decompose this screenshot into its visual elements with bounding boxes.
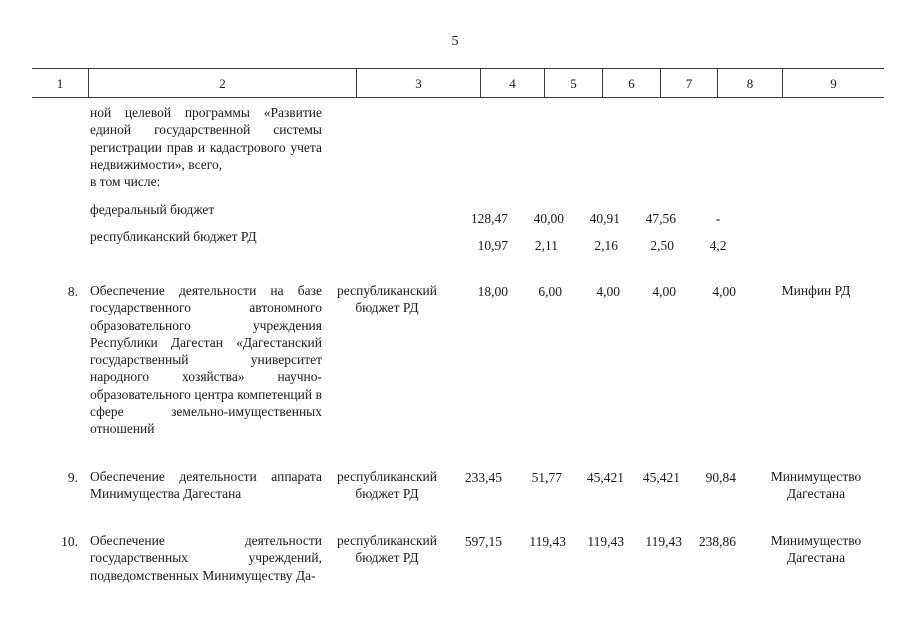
row-9-col4: 233,45 xyxy=(464,470,502,485)
row-10-col4: 597,15 xyxy=(464,534,502,549)
row-8-col7: 4,00 xyxy=(652,284,676,299)
header-col-2: 2 xyxy=(88,69,356,98)
row-10-executor-line2: Дагестана xyxy=(786,550,846,565)
row-8-source-line1: республиканский xyxy=(337,283,437,298)
program-in-that-number: в том числе: xyxy=(90,174,161,189)
row-8-col4: 18,00 xyxy=(477,284,508,299)
row-9-executor-line2: Дагестана xyxy=(786,486,846,501)
header-col-1: 1 xyxy=(56,76,64,91)
page-number: 5 xyxy=(451,34,459,49)
subrow-republic-col4: 10,97 xyxy=(477,238,508,253)
subrow-federal-col6: 40,91 xyxy=(589,211,620,226)
subrow-republic-label: республиканский бюджет РД xyxy=(90,229,257,244)
row-10-col6: 119,43 xyxy=(587,534,624,549)
row-8-executor-line1: Минфин РД xyxy=(781,283,851,298)
row-10-source-line1: республиканский xyxy=(337,533,437,548)
subrow-federal-label: федеральный бюджет xyxy=(90,202,215,217)
subrow-republic-col5: 2,11 xyxy=(534,238,558,253)
row-9-source-line1: республиканский xyxy=(337,469,437,484)
row-9-col7: 45,421 xyxy=(642,470,680,485)
header-col-8: 8 xyxy=(717,69,782,98)
row-10-executor-line1: Минимущество xyxy=(770,533,862,548)
header-col-3: 3 xyxy=(356,69,480,98)
row-8-description: Обеспечение деятельности на базе государственного автономного образовательного учреждения Республики Дагестан «Дагестанский государственный университет народного хозяйства» научно-образовательного центра компетенций в сфере земельно-имущественных отношений xyxy=(90,283,322,437)
program-continuation-text: ной целевой программы «Развитие единой государственной системы регистрации прав и кадастрового учета недвижимости», всего, xyxy=(90,105,322,172)
row-8-number: 8. xyxy=(67,284,78,299)
subrow-federal-col5: 40,00 xyxy=(533,211,564,226)
subrow-federal-col7: 47,56 xyxy=(645,211,676,226)
row-9-description: Обеспечение деятельности аппарата Минимущества Дагестана xyxy=(90,469,322,502)
row-10-number: 10. xyxy=(61,534,78,549)
subrow-republic-col8: 4,2 xyxy=(709,238,727,253)
row-9-number: 9. xyxy=(67,470,78,485)
subrow-federal-col8: - xyxy=(715,211,721,226)
subrow-republic-col7: 2,50 xyxy=(650,238,674,253)
row-10-source-line2: бюджет РД xyxy=(355,550,419,565)
table-header xyxy=(32,68,884,98)
subrow-republic-col6: 2,16 xyxy=(594,238,618,253)
row-8-source-line2: бюджет РД xyxy=(355,300,419,315)
header-col-9: 9 xyxy=(782,69,884,98)
row-10-col8: 238,86 xyxy=(698,534,736,549)
row-9-source-line2: бюджет РД xyxy=(355,486,419,501)
header-col-7: 7 xyxy=(660,69,717,98)
header-col-5: 5 xyxy=(544,69,602,98)
row-9-col6: 45,421 xyxy=(586,470,624,485)
row-10-description: Обеспечение деятельности государственных учреждений, подведомственных Минимуществу Да- xyxy=(90,533,322,583)
row-9-col8: 90,84 xyxy=(705,470,736,485)
row-10-col5: 119,43 xyxy=(529,534,566,549)
row-9-executor-line1: Минимущество xyxy=(770,469,862,484)
row-8-col8: 4,00 xyxy=(712,284,736,299)
header-col-4: 4 xyxy=(480,69,544,98)
row-9-col5: 51,77 xyxy=(531,470,562,485)
row-10-col7: 119,43 xyxy=(645,534,682,549)
header-col-6: 6 xyxy=(602,69,660,98)
subrow-federal-col4: 128,47 xyxy=(470,211,508,226)
row-8-col6: 4,00 xyxy=(596,284,620,299)
row-8-col5: 6,00 xyxy=(538,284,562,299)
